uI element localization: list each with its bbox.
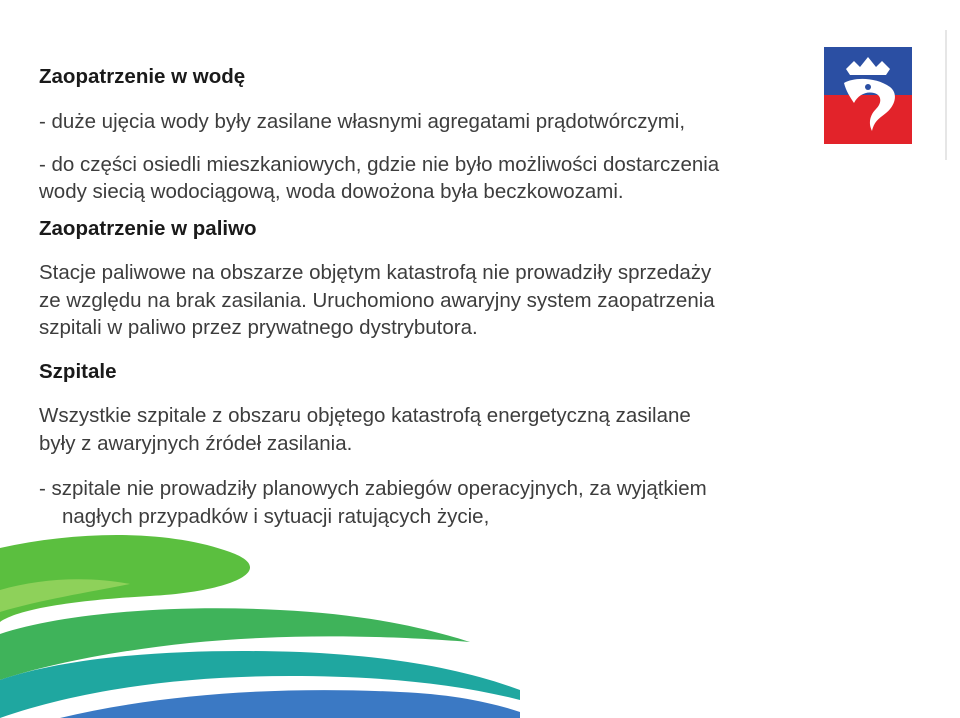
fuel-paragraph-line-3: szpitali w paliwo przez prywatnego dystrybutora. <box>39 316 478 339</box>
fuel-paragraph-line-1: Stacje paliwowe na obszarze objętym katastrofą nie prowadziły sprzedaży <box>39 261 712 284</box>
fuel-paragraph-line-2: ze względu na brak zasilania. Uruchomiono awaryjny system zaopatrzenia <box>39 289 715 312</box>
hospitals-bullet-1-line-2: nagłych przypadków i sytuacji ratujących życie, <box>62 505 490 528</box>
water-bullet-2-line-1: - do części osiedli mieszkaniowych, gdzie nie było możliwości dostarczenia <box>39 153 720 176</box>
water-bullet-1: - duże ujęcia wody były zasilane własnymi agregatami prądotwórczymi, <box>39 110 686 133</box>
hospitals-paragraph-line-1: Wszystkie szpitale z obszaru objętego katastrofą energetyczną zasilane <box>39 404 691 427</box>
hospitals-bullet-1-line-1: - szpitale nie prowadziły planowych zabiegów operacyjnych, za wyjątkiem <box>39 477 707 500</box>
griffin-logo-icon <box>824 47 912 144</box>
divider-line <box>945 30 947 160</box>
heading-hospitals: Szpitale <box>39 360 117 383</box>
hospitals-paragraph-line-2: były z awaryjnych źródeł zasilania. <box>39 432 353 455</box>
heading-water-supply: Zaopatrzenie w wodę <box>39 65 246 88</box>
heading-fuel-supply: Zaopatrzenie w paliwo <box>39 217 257 240</box>
water-bullet-2-line-2: wody siecią wodociągową, woda dowożona była beczkowozami. <box>39 180 624 203</box>
river-waves-icon <box>0 530 520 718</box>
